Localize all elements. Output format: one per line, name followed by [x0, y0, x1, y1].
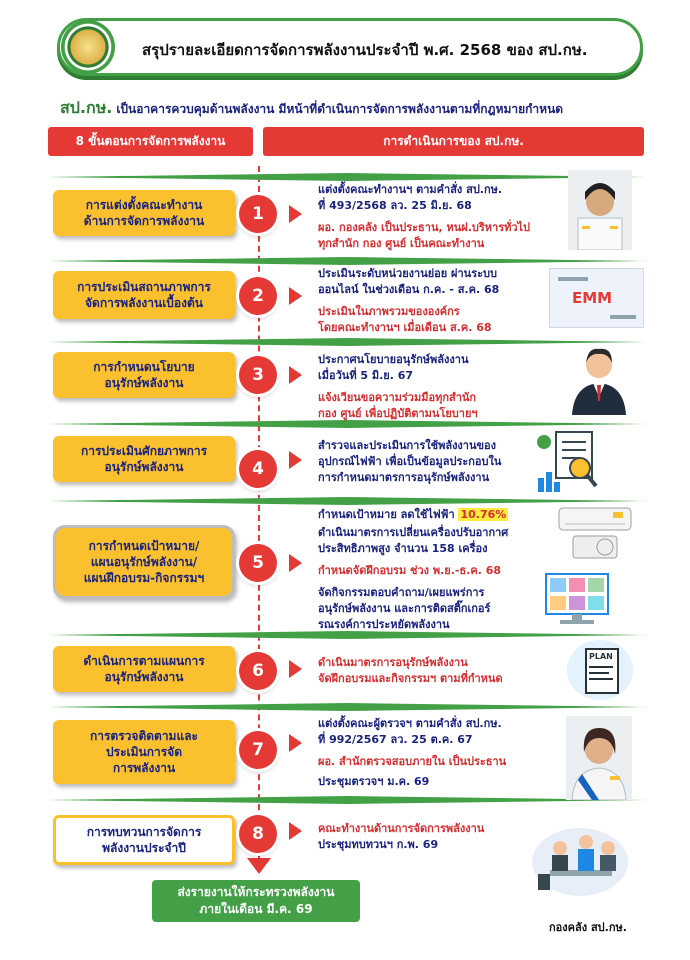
step-4-title-line: การประเมินศักยภาพการ [80, 443, 208, 458]
desc-line: ที่ 493/2568 ลว. 25 มิ.ย. 68 [318, 198, 472, 212]
step-2-number: 2 [239, 277, 277, 315]
step-1-arrow-icon [289, 205, 302, 223]
step-4-box [53, 436, 235, 482]
plan-icon [567, 640, 633, 700]
desc-line: ประชุมตรวจฯ ม.ค. 69 [318, 774, 430, 788]
desc-line: อุปกรณ์ไฟฟ้า เพื่อเป็นข้อมูลประกอบใน [318, 454, 502, 468]
target-value: 10.76% [460, 508, 507, 521]
step-5-title-line: แผนฝึกอบรม-กิจกรรมฯ [83, 571, 205, 586]
step-6-title-line: อนุรักษ์พลังงาน [104, 670, 184, 684]
step-8-arrow-icon [289, 822, 302, 840]
analysis-icon [536, 428, 612, 496]
separator [48, 173, 648, 181]
step-1-title-line: ด้านการจัดการพลังงาน [83, 214, 205, 228]
step-5-arrow-icon [289, 554, 302, 572]
businessman-icon [568, 339, 630, 415]
desc-line: ทุกสำนัก กอง ศูนย์ เป็นคณะทำงาน [318, 236, 485, 250]
title-banner [57, 18, 643, 76]
intro-text: เป็นอาคารควบคุมด้านพลังงาน มีหน้าที่ดำเนินการจัดการพลังงานตามที่กฎหมายกำหนด [116, 102, 564, 116]
intro-line [60, 96, 563, 121]
footer-credit: กองคลัง สป.กษ. [549, 921, 627, 934]
separator [48, 338, 648, 346]
final-report-box [152, 880, 360, 922]
final-line: ภายในเดือน มี.ค. 69 [199, 901, 313, 916]
step-8-desc [318, 821, 553, 853]
step-8-title-line: พลังงานประจำปี [102, 841, 186, 855]
step-4-desc [318, 438, 553, 486]
step-4-number: 4 [239, 450, 277, 488]
step-5-box [53, 525, 235, 599]
intro-org: สป.กษ. [60, 98, 113, 117]
desc-line: โดยคณะทำงานฯ เมื่อเดือน ส.ค. 68 [318, 320, 492, 334]
desc-line: ดำเนินมาตรการเปลี่ยนเครื่องปรับอากาศ [318, 525, 509, 539]
final-line: ส่งรายงานให้กระทรวงพลังงาน [177, 885, 335, 899]
desc-line: แจ้งเวียนขอความร่วมมือทุกสำนัก [318, 390, 477, 404]
step-3-title-line: การกำหนดนโยบาย [93, 359, 195, 374]
computer-training-icon [536, 572, 618, 630]
step-8-number: 8 [239, 815, 277, 853]
desc-line: การกำหนดมาตรการอนุรักษ์พลังงาน [318, 470, 490, 484]
plan-label: PLAN [589, 652, 613, 661]
step-3-title-line: อนุรักษ์พลังงาน [104, 376, 184, 390]
meeting-icon [526, 818, 634, 898]
step-1-desc [318, 182, 553, 252]
step-7-box [53, 720, 235, 784]
step-6-arrow-icon [289, 660, 302, 678]
step-5-desc [318, 507, 558, 633]
step-6-title-line: ดำเนินการตามแผนการ [83, 653, 205, 668]
desc-line: อนุรักษ์พลังงาน และการติดสติ๊กเกอร์ [318, 601, 491, 615]
desc-line: กำหนดจัดฝึกอบรม ช่วง พ.ย.-ธ.ค. 68 [318, 563, 502, 577]
step-7-title-line: การพลังงาน [112, 761, 176, 776]
separator [48, 703, 648, 711]
desc-line: สำรวจและประเมินการใช้พลังงานของ [318, 439, 496, 452]
step-1-box [53, 190, 235, 236]
step-2-arrow-icon [289, 287, 302, 305]
step-3-arrow-icon [289, 366, 302, 384]
desc-line: ออนไลน์ ในช่วงเดือน ก.ค. - ส.ค. 68 [318, 282, 500, 296]
separator [48, 257, 648, 265]
step-2-title-line: การประเมินสถานภาพการ [77, 279, 211, 294]
desc-line: ประสิทธิภาพสูง จำนวน 158 เครื่อง [318, 541, 488, 555]
desc-line: จัดกิจกรรมตอบคำถาม/เผยแพร่การ [318, 585, 485, 599]
air-conditioner-icon [557, 504, 633, 560]
desc-line: รณรงค์การประหยัดพลังงาน [318, 617, 450, 631]
desc-line: จัดฝึกอบรมและกิจกรรมฯ ตามที่กำหนด [318, 671, 503, 685]
step-3-desc [318, 352, 553, 422]
step-1-number: 1 [239, 195, 277, 233]
desc-line: ประเมินในภาพรวมขององค์กร [318, 304, 460, 318]
step-5-title-line: แผนอนุรักษ์พลังงาน/ [90, 554, 198, 569]
director-photo [568, 170, 632, 250]
target-prefix: กำหนดเป้าหมาย ลดใช้ไฟฟ้า [318, 508, 455, 521]
desc-line: ดำเนินมาตรการอนุรักษ์พลังงาน [318, 656, 468, 669]
step-6-box [53, 646, 235, 692]
header-steps: 8 ขั้นตอนการจัดการพลังงาน [48, 127, 253, 156]
desc-line: ผอ. กองคลัง เป็นประธาน, หนฝ.บริหารทั่วไป [318, 220, 531, 234]
step-7-number: 7 [239, 731, 277, 769]
header-actions: การดำเนินการของ สป.กษ. [263, 127, 644, 156]
desc-line [318, 507, 558, 523]
emm-system-image [549, 268, 644, 328]
desc-line: ประชุมทบทวนฯ ก.พ. 69 [318, 837, 439, 851]
desc-line: ผอ. สำนักตรวจสอบภายใน เป็นประธาน [318, 754, 507, 768]
step-7-title-line: ประเมินการจัด [106, 744, 182, 759]
desc-line: ที่ 992/2567 ลว. 25 ต.ค. 67 [318, 732, 473, 746]
desc-line: กอง ศูนย์ เพื่อปฏิบัติตามนโยบายฯ [318, 406, 478, 420]
step-8-title-line: การทบทวนการจัดการ [86, 824, 202, 839]
desc-line: แต่งตั้งคณะผู้ตรวจฯ ตามคำสั่ง สป.กษ. [318, 717, 502, 730]
timeline-arrow-icon [247, 858, 271, 874]
step-2-title-line: จัดการพลังงานเบื้องต้น [85, 296, 203, 310]
desc-line: เมื่อวันที่ 5 มิ.ย. 67 [318, 368, 414, 382]
step-6-desc [318, 655, 553, 687]
step-6-number: 6 [239, 652, 277, 690]
step-5-number: 5 [239, 544, 277, 582]
emm-label: EMM [572, 289, 613, 307]
step-3-number: 3 [239, 356, 277, 394]
step-7-arrow-icon [289, 734, 302, 752]
step-3-box [53, 352, 235, 398]
step-7-desc [318, 716, 553, 790]
desc-line: คณะทำงานด้านการจัดการพลังงาน [318, 822, 485, 835]
separator [48, 796, 648, 804]
desc-line: ประกาศนโยบายอนุรักษ์พลังงาน [318, 353, 469, 366]
step-2-desc [318, 266, 553, 336]
step-5-title-line: การกำหนดเป้าหมาย/ [88, 538, 200, 553]
step-4-title-line: อนุรักษ์พลังงาน [104, 460, 184, 474]
inspector-photo [566, 716, 632, 800]
desc-line: แต่งตั้งคณะทำงานฯ ตามคำสั่ง สป.กษ. [318, 183, 503, 196]
step-2-box [53, 271, 235, 319]
desc-line: ประเมินระดับหน่วยงานย่อย ผ่านระบบ [318, 267, 497, 280]
step-4-arrow-icon [289, 451, 302, 469]
step-7-title-line: การตรวจติดตามและ [89, 728, 199, 743]
page-title: สรุปรายละเอียดการจัดการพลังงานประจำปี พ.ศ. 2568 ของ สป.กษ. [142, 41, 588, 59]
step-1-title-line: การแต่งตั้งคณะทำงาน [85, 197, 203, 212]
ministry-seal-icon [61, 20, 115, 74]
step-8-box [53, 815, 235, 865]
